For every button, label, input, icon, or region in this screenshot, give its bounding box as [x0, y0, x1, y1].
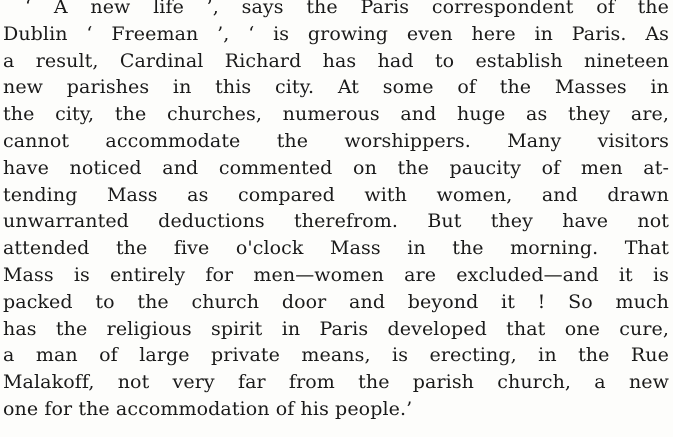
text-line: Malakoff, not very far from the parish church, a new	[3, 371, 669, 394]
text-line: packed to the church door and beyond it ! So much	[3, 290, 669, 313]
text-line: have noticed and commented on the paucity of men at-	[3, 156, 669, 179]
text-line: new parishes in this city. At some of the Masses in	[3, 76, 669, 99]
text-line: Dublin ‘ Freeman ’, ‘ is growing even here in Paris. As	[3, 22, 669, 45]
text-line: tending Mass as compared with women, and drawn	[3, 183, 669, 206]
text-line: attended the five o'clock Mass in the morning. That	[3, 237, 669, 260]
text-line: Mass is entirely for men—women are excluded—and it is	[3, 263, 669, 286]
text-line: ‘ A new life ’, says the Paris correspondent of the	[25, 0, 669, 18]
text-line: the city, the churches, numerous and huge as they are,	[3, 103, 669, 126]
text-line: a result, Cardinal Richard has had to establish nineteen	[3, 49, 669, 72]
text-line: cannot accommodate the worshippers. Many visitors	[3, 129, 669, 152]
text-line: a man of large private means, is erecting, in the Rue	[3, 344, 669, 367]
text-line: unwarranted deductions therefrom. But they have not	[3, 210, 669, 233]
text-line: one for the accommodation of his people.’	[3, 397, 413, 420]
text-line: has the religious spirit in Paris developed that one cure,	[3, 317, 669, 340]
